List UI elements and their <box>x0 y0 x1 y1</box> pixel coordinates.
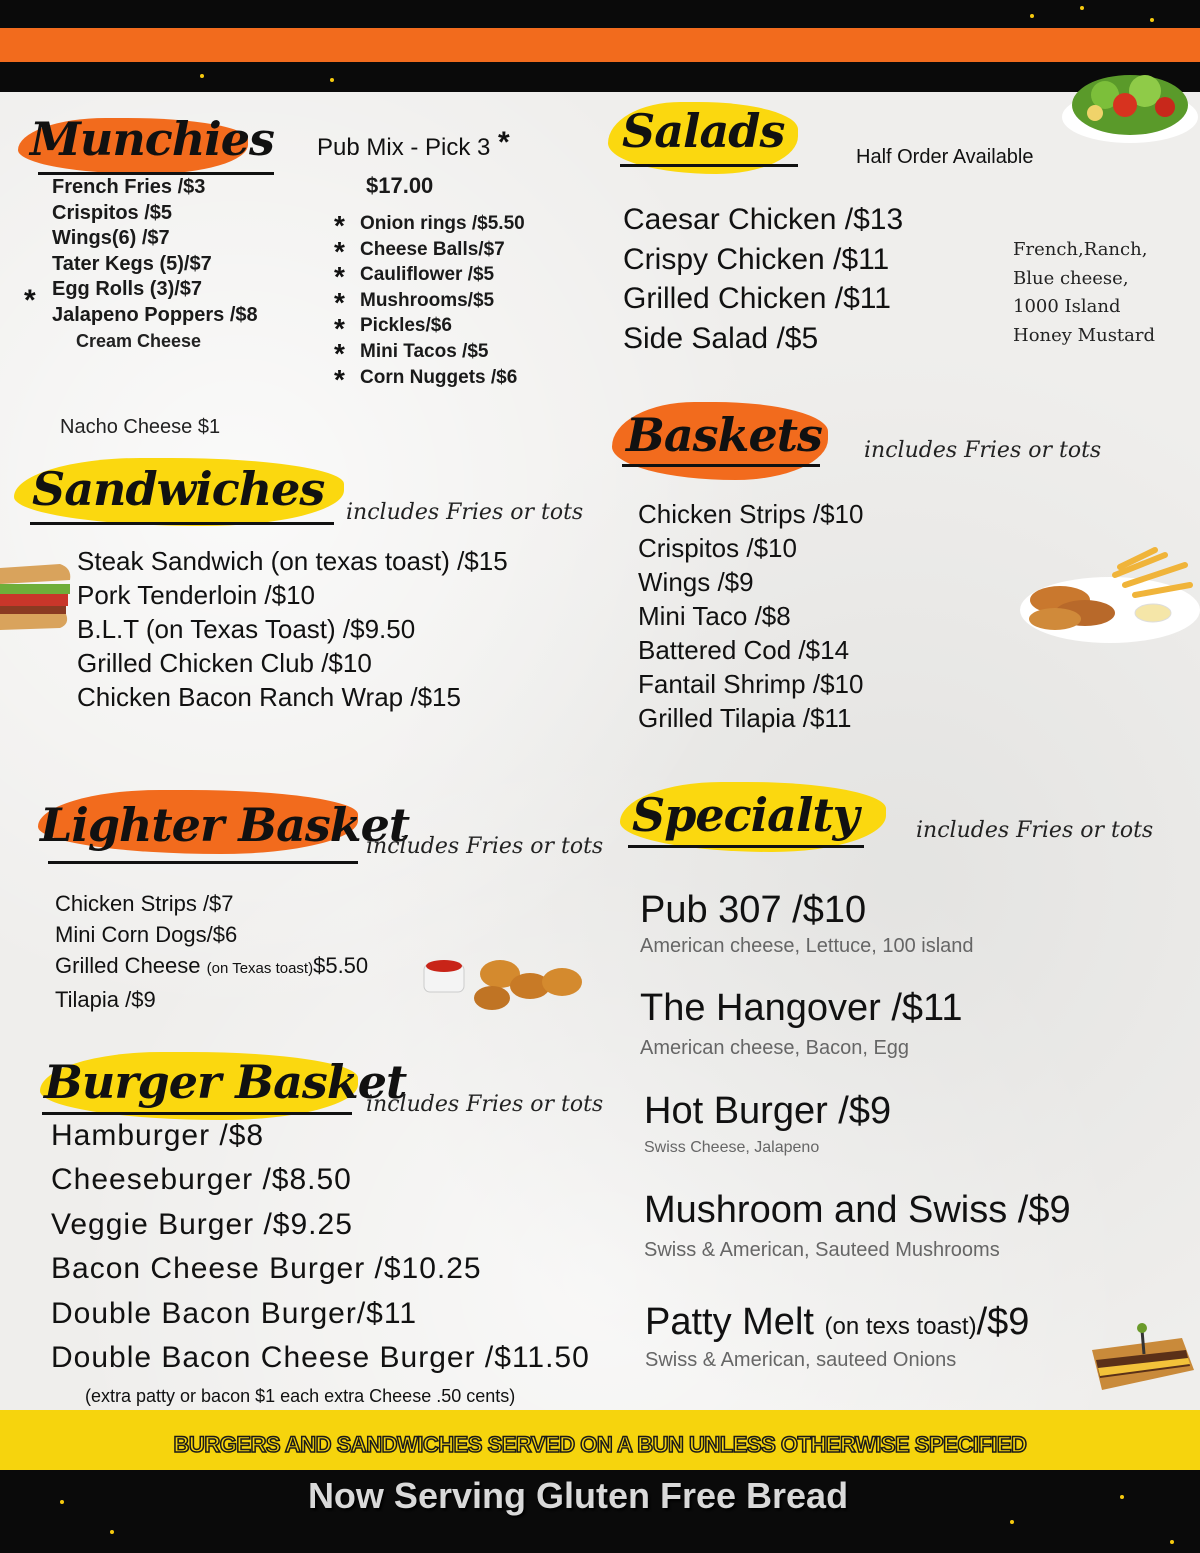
munchies-list <box>52 175 258 328</box>
asterisk-icon: * <box>334 338 345 369</box>
pubmix-title: Pub Mix - Pick 3 <box>317 134 491 161</box>
sandwich-image <box>0 558 72 634</box>
list-item: Grilled Tilapia /$11 <box>638 703 852 733</box>
list-item: Double Bacon Cheese Burger /$11.50 <box>51 1341 590 1375</box>
list-item: Onion rings /$5.50 <box>360 213 525 234</box>
pubmix-price: $17.00 <box>366 173 434 198</box>
dressings-list <box>1013 236 1155 350</box>
list-item: Chicken Bacon Ranch Wrap /$15 <box>77 682 461 712</box>
list-item: Honey Mustard <box>1013 324 1156 346</box>
specialty-item-name: Hot Burger /$9 <box>644 1090 892 1132</box>
baskets-list <box>638 497 863 735</box>
lighter-title: Lighter Basket <box>40 798 410 852</box>
list-item: Grilled Chicken Club /$10 <box>77 648 372 678</box>
asterisk-icon: * <box>334 261 345 292</box>
munchies-sub: Cream Cheese <box>76 331 202 351</box>
specialty-item-patty-melt <box>645 1301 1029 1344</box>
burger-list <box>51 1114 590 1380</box>
specialty-item-desc: Swiss & American, sauteed Onions <box>645 1349 957 1371</box>
list-item: Wings /$9 <box>638 567 754 597</box>
grilled-cheese-price: $5.50 <box>313 953 369 978</box>
salad-bowl-image <box>1055 55 1200 150</box>
lighter-list <box>55 888 368 1015</box>
list-item: Steak Sandwich (on texas toast) /$15 <box>77 546 508 576</box>
burger-extra: (extra patty or bacon $1 each extra Cheese .50 cents) <box>85 1386 516 1406</box>
baskets-note: includes Fries or tots <box>864 438 1102 463</box>
list-item: Chicken Strips /$10 <box>638 499 864 529</box>
burger-note: includes Fries or tots <box>366 1092 604 1117</box>
specialty-note: includes Fries or tots <box>916 818 1154 843</box>
asterisk-icon: * <box>498 126 510 159</box>
patty-melt-name: Patty Melt <box>645 1301 825 1343</box>
list-item: Mini Taco /$8 <box>638 601 791 631</box>
asterisk-icon: * <box>334 313 345 344</box>
salads-title: Salads <box>622 104 785 158</box>
list-item: Bacon Cheese Burger /$10.25 <box>51 1252 482 1286</box>
list-item-grilled-cheese <box>55 950 368 984</box>
baskets-title: Baskets <box>626 408 822 462</box>
list-item: French,Ranch, <box>1013 239 1148 260</box>
footer-banner: BURGERS AND SANDWICHES SERVED ON A BUN UNLESS OTHERWISE SPECIFIED <box>173 1432 1027 1457</box>
list-item: B.L.T (on Texas Toast) /$9.50 <box>77 614 416 644</box>
asterisk-icon: * <box>24 284 36 317</box>
specialty-item-name: The Hangover /$11 <box>640 987 963 1029</box>
specialty-item-desc: Swiss & American, Sauteed Mushrooms <box>644 1239 1000 1261</box>
nacho-cheese: Nacho Cheese $1 <box>60 416 221 438</box>
baskets-underline <box>622 464 820 467</box>
specialty-item-desc: Swiss Cheese, Jalapeno <box>644 1139 820 1156</box>
gluten-free-notice: Now Serving Gluten Free Bread <box>307 1475 849 1516</box>
asterisk-icon: * <box>334 287 345 318</box>
sandwiches-underline <box>30 522 334 525</box>
patty-melt-price: /$9 <box>976 1301 1030 1343</box>
list-item: Egg Rolls (3)/$7 <box>52 278 203 300</box>
specialty-underline <box>628 845 864 848</box>
list-item: Wings(6) /$7 <box>52 227 170 249</box>
specialty-item-desc: American cheese, Bacon, Egg <box>640 1037 910 1059</box>
sandwiches-note: includes Fries or tots <box>346 500 584 525</box>
list-item: Fantail Shrimp /$10 <box>638 669 864 699</box>
specialty-item-desc: American cheese, Lettuce, 100 island <box>640 935 974 957</box>
sandwiches-list <box>77 544 508 714</box>
burger-title: Burger Basket <box>44 1055 407 1109</box>
grilled-cheese-name: Grilled Cheese <box>55 953 201 978</box>
patty-melt-image <box>1082 1320 1200 1408</box>
list-item: Tater Kegs (5)/$7 <box>52 252 212 275</box>
list-item: Double Bacon Burger/$11 <box>51 1296 418 1330</box>
specialty-item-name: Mushroom and Swiss /$9 <box>644 1189 1071 1231</box>
list-item: Pickles/$6 <box>360 315 452 337</box>
list-item: Tilapia /$9 <box>55 987 156 1012</box>
list-item: Crispy Chicken /$11 <box>623 242 890 276</box>
asterisk-icon: * <box>334 210 345 241</box>
list-item: Cheeseburger /$8.50 <box>51 1163 352 1197</box>
list-item: Corn Nuggets /$6 <box>360 366 518 388</box>
list-item: Mini Tacos /$5 <box>360 340 489 362</box>
specialty-item-name: Pub 307 /$10 <box>640 889 867 931</box>
list-item: Veggie Burger /$9.25 <box>51 1207 353 1241</box>
list-item: Blue cheese, <box>1013 267 1129 289</box>
list-item: Mini Corn Dogs/$6 <box>55 922 238 947</box>
list-item: Pork Tenderloin /$10 <box>77 580 316 610</box>
list-item: Cheese Balls/$7 <box>360 238 505 260</box>
list-item: Mushrooms/$5 <box>360 289 495 311</box>
salads-underline <box>620 164 798 167</box>
list-item: Cauliflower /$5 <box>360 264 495 286</box>
list-item: 1000 Island <box>1013 296 1121 317</box>
top-orange-stripe <box>0 28 1200 62</box>
list-item: Battered Cod /$14 <box>638 635 850 665</box>
list-item: Chicken Strips /$7 <box>55 891 234 916</box>
lighter-underline <box>48 861 358 864</box>
grilled-cheese-note: (on Texas toast) <box>206 960 314 977</box>
list-item: French Fries /$3 <box>52 176 206 198</box>
list-item: Crispitos /$10 <box>638 533 797 563</box>
salads-half-order: Half Order Available <box>856 146 1034 168</box>
sandwiches-title: Sandwiches <box>32 462 325 516</box>
specialty-title: Specialty <box>632 788 859 842</box>
munchies-title: Munchies <box>30 112 274 166</box>
list-item: Caesar Chicken /$13 <box>623 203 904 236</box>
lighter-note: includes Fries or tots <box>366 834 604 859</box>
list-item: Crispitos /$5 <box>52 201 173 224</box>
list-item: Jalapeno Poppers /$8 <box>52 303 258 326</box>
pubmix-list <box>360 211 525 390</box>
asterisk-icon: * <box>334 236 345 267</box>
corn-dogs-image <box>422 952 590 1016</box>
patty-melt-note: (on texs toast) <box>824 1313 977 1340</box>
list-item: Side Salad /$5 <box>623 321 819 355</box>
salads-list <box>623 200 903 358</box>
asterisk-icon: * <box>334 364 345 395</box>
list-item: Hamburger /$8 <box>51 1119 265 1152</box>
chicken-fries-image <box>1015 545 1200 645</box>
list-item: Grilled Chicken /$11 <box>623 282 891 315</box>
